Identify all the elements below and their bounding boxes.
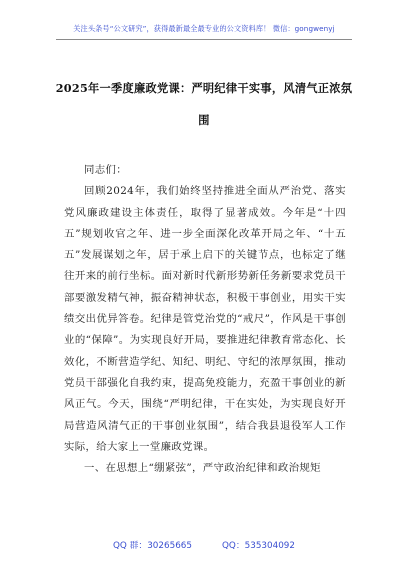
salutation: 同志们： (84, 164, 127, 176)
document-body (64, 160, 346, 479)
document-title: 2025年一季度廉政党课：严明纪律干实事，风清气正浓氛围 (55, 81, 353, 127)
header-banner: 关注头条号“公文研究”，获得最新最全最专业的公文资料库！ 微信：gongwenyj (73, 24, 335, 33)
section-heading: 一、在思想上“绷紧弦”，严守政治纪律和政治规矩 (84, 462, 321, 475)
header-divider (56, 39, 352, 40)
body-paragraph: 回顾2024年，我们始终坚持推进全面从严治党、落实党风廉政建设主体责任，取得了显著成效。今年是“十四五”规划收官之年、进一步全面深化改革开局之年、“十五五”发展谋划之年，居于承上启下的关键节点，也标定了继往开来的前行坐标。面对新时代新形势新任务新要求党员干部要激发精气神，振奋精神状态，积极干事创业，用实干实绩交出优异答卷。纪律是管党治党的“戒尺”，作风是干事创业的“保障”。为实现良好开局，要推进纪律教育常态化、长效化，不断营造学纪、知纪、明纪、守纪的浓厚氛围，推动党员干部强化自我约束，提高免疫能力，充盈干事创业的新风正气。今天，围绕“严明纪律，干在实处，为实现良好开局营造风清气正的干事创业氛围”，结合我县退役军人工作实际，给大家上一堂廉政党课。 (64, 185, 346, 453)
footer-qq-group: QQ 群：30265665 (112, 541, 192, 551)
footer-contact (0, 538, 408, 551)
footer-qq-number: QQ：535304092 (221, 541, 296, 551)
